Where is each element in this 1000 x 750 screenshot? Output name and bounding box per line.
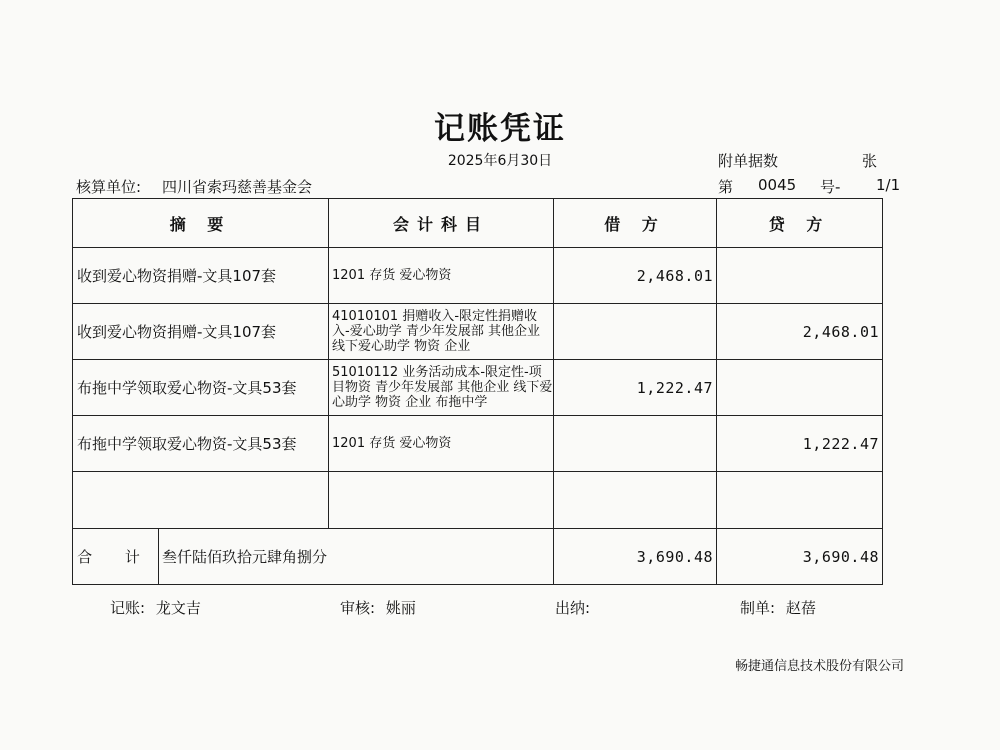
row-credit xyxy=(717,360,883,416)
row-summary: 布拖中学领取爱心物资-文具53套 xyxy=(73,360,329,416)
attachments-label: 附单据数 xyxy=(718,152,779,170)
table-row xyxy=(73,304,883,360)
row-debit xyxy=(554,416,717,472)
row-debit: 2,468.01 xyxy=(554,248,717,304)
cashier-sign xyxy=(555,597,596,618)
total-label: 合 计 xyxy=(73,529,159,585)
row-credit xyxy=(717,472,883,529)
row-account: 41010101 捐赠收入-限定性捐赠收入-爱心助学 青少年发展部 其他企业 线下爱心助学 物资 企业 xyxy=(329,304,554,360)
row-debit: 1,222.47 xyxy=(554,360,717,416)
reviewer-name: 姚丽 xyxy=(385,599,416,617)
bookkeeper-label: 记账: xyxy=(110,599,146,617)
header-debit: 借 方 xyxy=(554,199,717,248)
row-account xyxy=(329,472,554,529)
row-summary: 收到爱心物资捐赠-文具107套 xyxy=(73,304,329,360)
row-account: 1201 存货 爱心物资 xyxy=(329,248,554,304)
row-credit: 1,222.47 xyxy=(717,416,883,472)
table-header-row xyxy=(73,199,883,248)
page-indicator: 1/1 xyxy=(876,176,901,194)
software-company: 畅捷通信息技术股份有限公司 xyxy=(735,659,905,674)
total-debit: 3,690.48 xyxy=(554,529,717,585)
accounting-unit-name: 四川省索玛慈善基金会 xyxy=(162,178,313,196)
header-account: 会计科目 xyxy=(329,199,554,248)
total-row xyxy=(73,529,883,585)
table-row xyxy=(73,248,883,304)
accounting-unit-label: 核算单位: xyxy=(76,178,142,196)
preparer-name: 赵蓓 xyxy=(785,599,816,617)
row-summary: 布拖中学领取爱心物资-文具53套 xyxy=(73,416,329,472)
voucher-number: 0045 xyxy=(758,176,797,194)
table-row xyxy=(73,360,883,416)
row-debit xyxy=(554,472,717,529)
reviewer-sign xyxy=(340,597,416,618)
row-credit: 2,468.01 xyxy=(717,304,883,360)
cashier-label: 出纳: xyxy=(555,599,591,617)
row-summary xyxy=(73,472,329,529)
row-debit xyxy=(554,304,717,360)
total-amount-words: 叁仟陆佰玖拾元肆角捌分 xyxy=(159,529,554,585)
voucher-number-row xyxy=(718,176,900,197)
row-account: 1201 存货 爱心物资 xyxy=(329,416,554,472)
header-credit: 贷 方 xyxy=(717,199,883,248)
bookkeeper-name: 龙文吉 xyxy=(155,599,201,617)
total-credit: 3,690.48 xyxy=(717,529,883,585)
attachments-unit: 张 xyxy=(862,152,878,170)
table-row xyxy=(73,416,883,472)
reviewer-label: 审核: xyxy=(340,599,376,617)
number-prefix: 第 xyxy=(718,178,734,196)
preparer-sign xyxy=(740,597,816,618)
voucher-date: 2025年6月30日 xyxy=(447,153,553,169)
number-suffix: 号- xyxy=(820,178,841,196)
row-credit xyxy=(717,248,883,304)
table-row xyxy=(73,472,883,529)
voucher-table xyxy=(72,198,883,585)
bookkeeper-sign xyxy=(110,597,201,618)
voucher-title: 记账凭证 xyxy=(434,111,566,147)
row-summary: 收到爱心物资捐赠-文具107套 xyxy=(73,248,329,304)
preparer-label: 制单: xyxy=(740,599,776,617)
header-summary: 摘 要 xyxy=(73,199,329,248)
row-account: 51010112 业务活动成本-限定性-项目物资 青少年发展部 其他企业 线下爱心助学 物资 企业 布拖中学 xyxy=(329,360,554,416)
